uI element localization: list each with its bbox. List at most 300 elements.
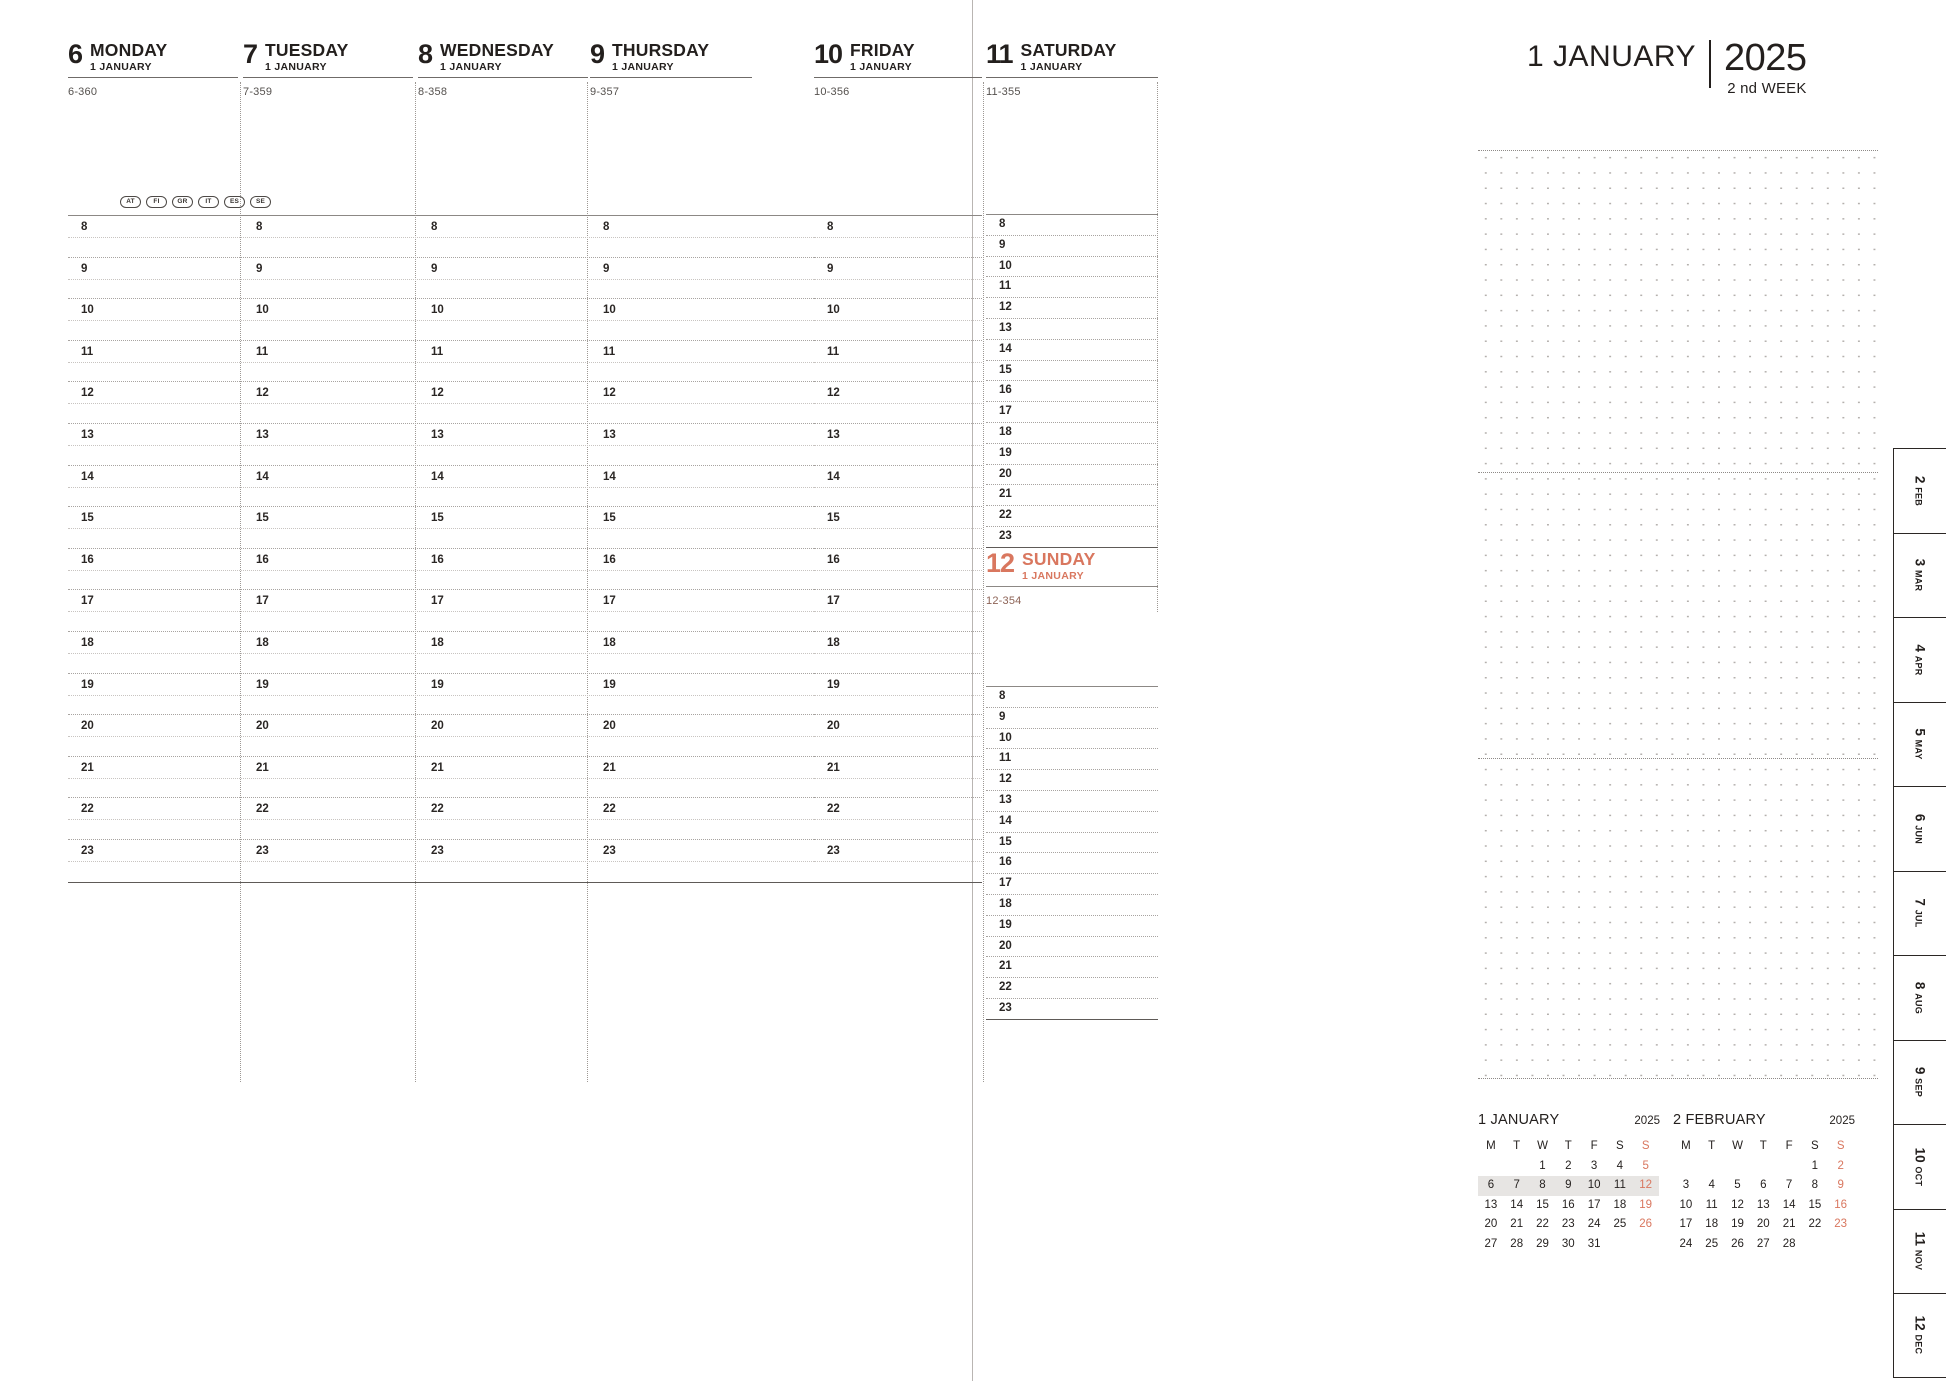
hour-rule [68, 548, 820, 549]
mini-calendar-month: 2 FEBRUARY [1673, 1112, 1766, 1128]
day-month: 1 JANUARY [1020, 61, 1083, 73]
mini-calendar-header [1478, 1112, 1660, 1128]
hour-label: 16 [999, 384, 1012, 397]
dot-grid-separator [1478, 150, 1878, 151]
hour-label: 23 [81, 845, 94, 857]
hour-label: 18 [431, 637, 444, 649]
mini-calendar-day[interactable]: 16 [1834, 1198, 1848, 1211]
hour-rule [986, 832, 1158, 833]
mini-calendar-empty [1673, 1157, 1699, 1177]
mini-calendar-empty [1725, 1157, 1751, 1177]
month-tab-dec[interactable] [1893, 1293, 1946, 1378]
hour-label: 8 [827, 221, 834, 233]
hour-label: 14 [256, 470, 269, 483]
hour-rule [986, 748, 1158, 749]
hour-label: 14 [81, 470, 94, 483]
hour-label: 21 [431, 761, 444, 774]
hour-label: 11 [603, 345, 616, 358]
hour-label: 19 [431, 678, 444, 691]
hour-label: 15 [827, 512, 840, 525]
title-divider [1709, 40, 1711, 88]
mini-calendar-day[interactable]: 4 [1616, 1159, 1624, 1172]
mini-calendar-day[interactable]: 21 [1510, 1218, 1524, 1230]
month-tab-abbr: NOV [1913, 1250, 1924, 1271]
day-header-text [265, 41, 348, 74]
day-header-rule [418, 77, 588, 78]
day-number: 8 [418, 39, 433, 69]
hour-label: 12 [999, 301, 1012, 314]
mini-calendar-day[interactable]: 25 [1705, 1237, 1719, 1250]
mini-calendar-dow: W [1537, 1140, 1548, 1152]
hour-label: 16 [827, 553, 840, 566]
hour-label: 18 [81, 637, 94, 649]
half-hour-rule [68, 320, 820, 321]
month-tab-abbr: SEP [1913, 1078, 1924, 1098]
hour-rule [68, 257, 820, 258]
mini-calendar-day[interactable]: 6 [1478, 1176, 1504, 1196]
mini-calendar-day[interactable]: 8 [1811, 1179, 1819, 1191]
hour-label: 15 [603, 512, 616, 525]
hour-rule [986, 339, 1158, 340]
hour-label: 17 [256, 595, 269, 608]
hour-rule [986, 464, 1158, 465]
day-header-rule [68, 77, 238, 78]
hour-label: 14 [999, 814, 1012, 827]
hour-rule [986, 256, 1158, 257]
mini-calendar-day[interactable]: 17 [1587, 1198, 1601, 1211]
mini-calendar-day[interactable]: 7 [1785, 1179, 1793, 1191]
hour-rule [986, 526, 1158, 527]
month-tab-sep[interactable] [1893, 1040, 1946, 1125]
month-tab-number: 4 [1912, 644, 1928, 652]
hour-label: 8 [81, 221, 88, 233]
hour-label: 23 [431, 845, 444, 857]
month-tab-jun[interactable] [1893, 786, 1946, 871]
mini-calendar-day[interactable]: 31 [1587, 1237, 1601, 1250]
mini-calendar-dow: T [1759, 1140, 1767, 1152]
hour-grid-top-rule [986, 686, 1158, 687]
day-of-year: 6-360 [68, 86, 98, 98]
month-tab-label [1913, 1067, 1928, 1097]
mini-calendar-dow: M [1681, 1140, 1691, 1152]
mini-calendar-day[interactable]: 20 [1756, 1218, 1770, 1230]
mini-calendar-day[interactable]: 21 [1782, 1218, 1796, 1230]
title-year: 2025 [1724, 37, 1807, 79]
mini-calendar-day[interactable]: 28 [1782, 1237, 1796, 1250]
dot-grid-separator [1478, 472, 1878, 473]
day-number: 9 [590, 39, 605, 69]
hour-label: 11 [827, 345, 840, 358]
hour-label: 20 [81, 720, 94, 733]
mini-calendar-day[interactable]: 24 [1679, 1237, 1693, 1250]
half-hour-rule [814, 653, 982, 654]
hour-rule [986, 360, 1158, 361]
hour-rule [986, 998, 1158, 999]
hour-label: 21 [81, 761, 94, 774]
mini-calendar-day[interactable]: 27 [1484, 1237, 1498, 1250]
mini-calendar-day[interactable]: 3 [1590, 1159, 1598, 1172]
mini-calendar-day[interactable]: 15 [1808, 1198, 1822, 1211]
half-hour-rule [68, 362, 820, 363]
month-tab-number: 8 [1912, 981, 1928, 990]
hour-label: 13 [603, 429, 616, 441]
hour-label: 9 [999, 238, 1006, 251]
hour-label: 8 [256, 221, 263, 233]
mini-calendar-day[interactable]: 23 [1834, 1218, 1848, 1230]
dot-grid-separator [1478, 758, 1878, 759]
month-tab-nov[interactable] [1893, 1209, 1946, 1294]
mini-calendar-dow: T [1564, 1140, 1572, 1152]
hour-label: 11 [81, 345, 94, 358]
half-hour-rule [68, 570, 820, 571]
hour-label: 16 [431, 553, 444, 566]
hour-rule [986, 401, 1158, 402]
hour-label: 23 [999, 1002, 1012, 1014]
half-hour-rule [814, 279, 982, 280]
month-tab-abbr: MAR [1913, 570, 1924, 592]
hour-label: 17 [999, 405, 1012, 418]
mini-calendar-day[interactable]: 26 [1639, 1218, 1653, 1230]
mini-calendar-day[interactable]: 27 [1756, 1237, 1770, 1250]
mini-calendar-day[interactable]: 17 [1679, 1218, 1693, 1230]
day-of-year: 12-354 [986, 595, 1022, 607]
month-tab-may[interactable] [1893, 702, 1946, 787]
month-tab-mar[interactable] [1893, 533, 1946, 618]
day-month: 1 JANUARY [265, 61, 327, 73]
half-hour-rule [68, 528, 820, 529]
country-badge-gr: GR [172, 196, 193, 208]
month-tab-number: 3 [1912, 558, 1928, 567]
day-header [418, 41, 588, 74]
day-month: 1 JANUARY [90, 61, 152, 73]
hour-label: 11 [999, 280, 1012, 293]
mini-calendar-empty [1504, 1157, 1530, 1177]
mini-calendar-day[interactable]: 5 [1734, 1179, 1741, 1191]
mini-calendar-empty [1776, 1157, 1802, 1177]
month-tab-label [1913, 982, 1928, 1014]
mini-calendar-day[interactable]: 22 [1536, 1218, 1549, 1230]
day-of-year: 11-355 [986, 86, 1021, 98]
hour-label: 13 [999, 794, 1012, 806]
mini-calendar-day[interactable]: 11 [1607, 1176, 1633, 1196]
hour-rule [814, 631, 982, 632]
hour-rule [986, 852, 1158, 853]
hour-grid-bottom-rule [68, 882, 820, 883]
hour-rule [68, 589, 820, 590]
hour-grid-bottom-rule [814, 882, 982, 883]
mini-calendar-day[interactable]: 13 [1484, 1198, 1498, 1211]
mini-calendar-day[interactable]: 1 [1811, 1159, 1819, 1172]
month-tab-aug[interactable] [1893, 955, 1946, 1040]
hour-rule [986, 956, 1158, 957]
mini-calendar-day[interactable]: 15 [1536, 1198, 1549, 1211]
hour-rule [814, 673, 982, 674]
hour-label: 21 [827, 761, 840, 774]
mini-calendar-day[interactable]: 10 [1679, 1198, 1693, 1211]
hour-rule [986, 915, 1158, 916]
hour-label: 19 [81, 678, 94, 691]
day-header-rule [986, 586, 1158, 587]
day-column-separator [240, 82, 241, 1082]
mini-calendar-day[interactable]: 8 [1530, 1176, 1556, 1196]
month-tab-abbr: OCT [1913, 1166, 1924, 1187]
day-number: 12 [986, 548, 1015, 578]
hour-grid-bottom-rule [986, 1019, 1158, 1020]
mini-calendar-day[interactable]: 19 [1639, 1198, 1653, 1211]
mini-calendar-dow: S [1641, 1140, 1650, 1152]
hour-label: 21 [603, 761, 616, 774]
mini-calendar-day[interactable]: 12 [1633, 1176, 1659, 1196]
hour-rule [68, 631, 820, 632]
spread-title [1527, 37, 1807, 97]
hour-label: 17 [827, 595, 840, 608]
mini-calendar-day[interactable]: 22 [1808, 1218, 1822, 1230]
mini-calendar-day[interactable]: 7 [1504, 1176, 1530, 1196]
day-column-separator [415, 82, 416, 1082]
month-tab-number: 6 [1912, 813, 1928, 822]
day-number: 7 [243, 39, 258, 69]
hour-grid-top-rule [68, 215, 820, 216]
hour-label: 12 [999, 773, 1012, 786]
hour-label: 10 [827, 304, 840, 317]
day-header-text [1022, 550, 1096, 583]
hour-label: 12 [603, 387, 616, 400]
hour-rule [814, 381, 982, 382]
hour-label: 20 [256, 720, 269, 733]
month-tab-oct[interactable] [1893, 1124, 1946, 1209]
hour-rule [986, 769, 1158, 770]
month-tab-label [1913, 1147, 1928, 1186]
hour-label: 9 [999, 710, 1006, 723]
hour-label: 14 [999, 342, 1012, 355]
title-week: 2 nd WEEK [1727, 80, 1807, 97]
hour-label: 9 [603, 262, 610, 275]
hour-label: 23 [603, 845, 616, 857]
country-badges [120, 196, 271, 208]
mini-calendar-day[interactable]: 2 [1837, 1159, 1844, 1172]
mini-calendar-header [1673, 1112, 1855, 1128]
mini-calendar-day[interactable]: 28 [1510, 1237, 1524, 1250]
mini-calendar-day[interactable]: 30 [1561, 1237, 1575, 1250]
hour-label: 17 [999, 877, 1012, 890]
hour-label: 10 [431, 304, 444, 317]
hour-label: 9 [827, 262, 834, 275]
notes-dot-grid[interactable] [1478, 150, 1878, 1080]
hour-rule [986, 276, 1158, 277]
mini-calendar-day[interactable]: 11 [1705, 1198, 1718, 1211]
mini-calendar-day[interactable]: 1 [1539, 1159, 1546, 1172]
day-header [68, 41, 238, 74]
day-header [986, 41, 1158, 74]
hour-rule [986, 297, 1158, 298]
day-header [986, 550, 1158, 583]
mini-calendar-day[interactable]: 5 [1642, 1159, 1649, 1172]
month-tab-number: 2 [1912, 475, 1928, 484]
mini-calendar-dow: T [1708, 1140, 1716, 1152]
hour-rule [986, 484, 1158, 485]
hour-rule [986, 318, 1158, 319]
hour-rule [986, 894, 1158, 895]
hour-label: 11 [999, 752, 1012, 765]
month-tab-jul[interactable] [1893, 871, 1946, 956]
hour-rule [68, 298, 820, 299]
mini-calendar-day[interactable]: 23 [1561, 1218, 1575, 1230]
hour-label: 11 [431, 345, 444, 358]
hour-label: 15 [999, 835, 1012, 848]
half-hour-rule [814, 861, 982, 862]
month-tab-feb[interactable] [1893, 448, 1946, 533]
mini-calendar-2 [1673, 1112, 1855, 1254]
hour-rule [814, 257, 982, 258]
hour-label: 20 [603, 720, 616, 733]
month-tab-number: 7 [1912, 898, 1928, 907]
mini-calendar-day[interactable]: 20 [1484, 1218, 1498, 1230]
hour-grid-top-rule [814, 215, 982, 216]
mini-calendar-day[interactable]: 9 [1837, 1179, 1844, 1191]
mini-calendar-grid [1478, 1137, 1660, 1254]
day-header-text [440, 41, 554, 74]
hour-label: 13 [256, 429, 269, 441]
country-badge-se: SE [250, 196, 271, 208]
hour-label: 22 [256, 803, 269, 816]
hour-label: 10 [603, 304, 616, 317]
mini-calendar-dow: S [1811, 1140, 1819, 1152]
half-hour-rule [68, 237, 820, 238]
day-header-text [850, 41, 915, 74]
mini-calendar-day[interactable]: 29 [1536, 1237, 1549, 1250]
hour-label: 17 [81, 595, 94, 608]
country-badge-it: IT [198, 196, 219, 208]
half-hour-rule [68, 487, 820, 488]
day-column-separator [587, 82, 588, 1082]
hour-label: 16 [999, 856, 1012, 869]
hour-label: 19 [256, 678, 269, 691]
day-header-rule [986, 77, 1158, 78]
hour-rule [814, 714, 982, 715]
day-month: 1 JANUARY [440, 61, 502, 73]
hour-label: 10 [999, 731, 1012, 744]
hour-rule [68, 506, 820, 507]
mini-calendar-day[interactable]: 24 [1587, 1218, 1601, 1230]
hour-rule [814, 340, 982, 341]
hour-label: 20 [999, 939, 1012, 952]
mini-calendar-day[interactable]: 3 [1682, 1179, 1690, 1191]
mini-calendar-day[interactable]: 26 [1731, 1237, 1744, 1250]
day-name: SUNDAY [1022, 549, 1096, 569]
hour-label: 10 [256, 304, 269, 317]
half-hour-rule [68, 445, 820, 446]
half-hour-rule [814, 528, 982, 529]
hour-label: 15 [431, 512, 444, 525]
mini-calendar-day[interactable]: 25 [1613, 1218, 1627, 1230]
hour-label: 11 [256, 345, 269, 358]
mini-calendar-day[interactable]: 10 [1581, 1176, 1607, 1196]
mini-calendar-day[interactable]: 18 [1705, 1218, 1719, 1230]
mini-calendar-day[interactable]: 13 [1756, 1198, 1770, 1211]
hour-rule [986, 790, 1158, 791]
hour-label: 23 [999, 530, 1012, 542]
mini-calendar-day[interactable]: 16 [1561, 1198, 1575, 1211]
hour-rule [68, 756, 820, 757]
mini-calendar-day[interactable]: 14 [1782, 1198, 1796, 1211]
hour-label: 10 [81, 304, 94, 317]
day-header-rule [590, 77, 752, 78]
month-tab-number: 9 [1912, 1067, 1928, 1075]
mini-calendar-dow: W [1732, 1140, 1743, 1152]
hour-label: 14 [603, 470, 616, 483]
month-tab-label [1913, 899, 1928, 928]
hour-label: 21 [999, 488, 1012, 501]
mini-calendar-day[interactable]: 9 [1555, 1176, 1581, 1196]
hour-label: 22 [827, 803, 840, 816]
hour-label: 8 [431, 221, 438, 233]
mini-calendar-day[interactable]: 14 [1510, 1198, 1524, 1211]
mini-calendar-day[interactable]: 18 [1613, 1198, 1627, 1211]
mini-calendar-year: 2025 [1829, 1115, 1855, 1127]
hour-label: 16 [256, 553, 269, 566]
hour-rule [986, 422, 1158, 423]
hour-label: 17 [431, 595, 444, 608]
hour-label: 18 [256, 637, 269, 649]
hour-label: 10 [999, 259, 1012, 272]
title-month: 1 JANUARY [1527, 40, 1697, 73]
day-name: WEDNESDAY [440, 40, 554, 60]
country-badge-fi: FI [146, 196, 167, 208]
day-header-text [1021, 41, 1117, 74]
month-tab-number: 11 [1912, 1232, 1928, 1247]
mini-calendar-day[interactable]: 2 [1565, 1159, 1572, 1172]
hour-label: 13 [431, 429, 444, 441]
day-name: TUESDAY [265, 40, 349, 60]
hour-rule [986, 977, 1158, 978]
hour-label: 8 [999, 218, 1006, 230]
mini-calendar-empty [1607, 1235, 1633, 1255]
day-number: 11 [986, 39, 1013, 69]
hour-label: 13 [827, 429, 840, 441]
hour-label: 14 [827, 470, 840, 483]
half-hour-rule [68, 695, 820, 696]
hour-rule [814, 839, 982, 840]
mini-calendar-empty [1828, 1235, 1854, 1255]
month-tab-number: 10 [1912, 1147, 1928, 1163]
day-header [590, 41, 752, 74]
mini-calendar-day[interactable]: 12 [1731, 1198, 1744, 1211]
hour-label: 20 [827, 720, 840, 733]
mini-calendar-day[interactable]: 19 [1731, 1218, 1744, 1230]
hour-rule [814, 298, 982, 299]
hour-rule [68, 714, 820, 715]
hour-label: 12 [81, 387, 94, 400]
hour-label: 15 [999, 363, 1012, 376]
half-hour-rule [814, 736, 982, 737]
mini-calendar-dow: M [1486, 1140, 1496, 1152]
month-tab-abbr: FEB [1913, 486, 1924, 506]
hour-label: 8 [603, 221, 610, 233]
month-tab-abbr: AUG [1913, 992, 1924, 1014]
hour-rule [986, 728, 1158, 729]
hour-label: 22 [431, 803, 444, 816]
mini-calendar-month: 1 JANUARY [1478, 1112, 1560, 1128]
day-of-year: 10-356 [814, 86, 850, 98]
day-name: THURSDAY [612, 40, 710, 60]
mini-calendar-day[interactable]: 4 [1708, 1179, 1715, 1191]
month-tab-apr[interactable] [1893, 617, 1946, 702]
hour-rule [68, 839, 820, 840]
hour-rule [986, 936, 1158, 937]
day-of-year: 7-359 [243, 86, 273, 98]
hour-label: 18 [999, 426, 1012, 438]
mini-calendar-day[interactable]: 6 [1760, 1179, 1767, 1191]
